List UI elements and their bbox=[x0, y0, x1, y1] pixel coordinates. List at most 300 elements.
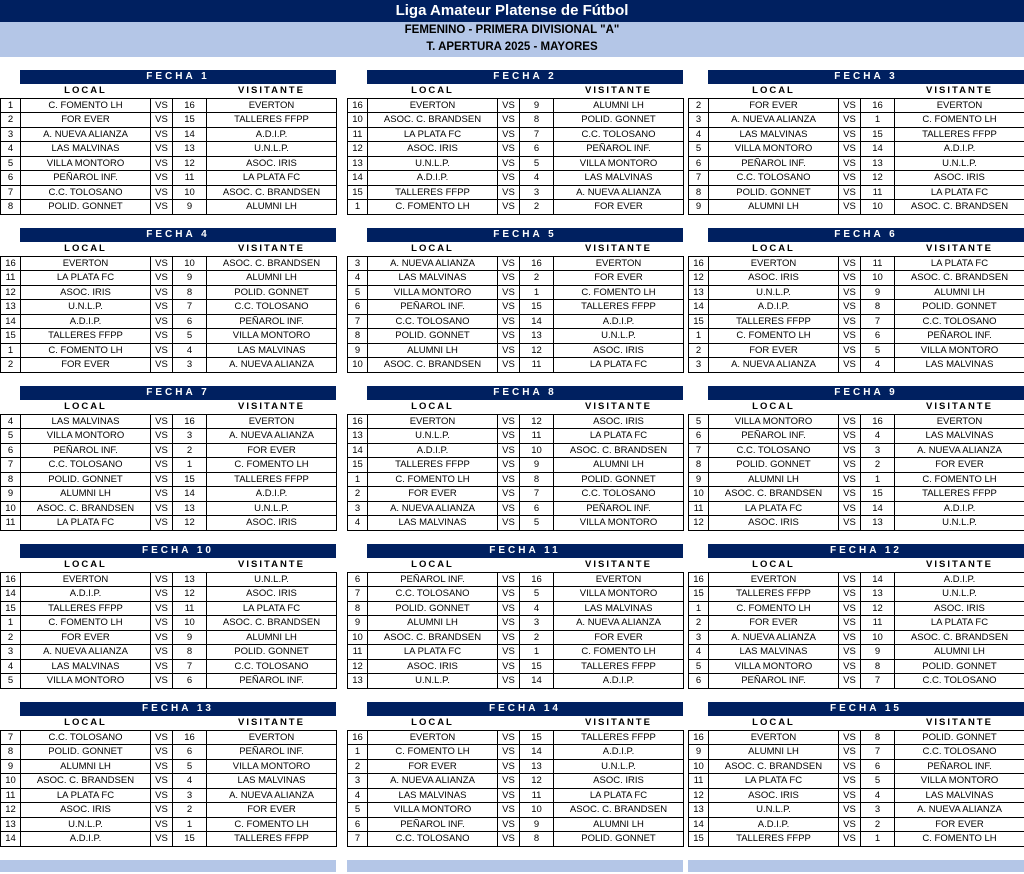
away-team: C.C. TOLOSANO bbox=[895, 674, 1024, 689]
away-team: A.D.I.P. bbox=[207, 487, 337, 502]
fecha-title: FECHA 8 bbox=[367, 386, 683, 400]
fixture-table bbox=[688, 242, 1024, 373]
vs-label: VS bbox=[498, 414, 520, 429]
home-number: 8 bbox=[1, 200, 21, 215]
vs-label: VS bbox=[839, 171, 861, 186]
away-number: 1 bbox=[520, 285, 554, 300]
home-team: A.D.I.P. bbox=[709, 817, 839, 832]
header-spacer bbox=[1, 558, 21, 572]
away-number: 9 bbox=[520, 817, 554, 832]
table-row bbox=[689, 601, 1024, 616]
home-team: ASOC. IRIS bbox=[21, 285, 151, 300]
home-number: 10 bbox=[348, 630, 368, 645]
vs-label: VS bbox=[839, 142, 861, 157]
visitante-header: VISITANTE bbox=[895, 716, 1024, 730]
table-row bbox=[1, 142, 337, 157]
home-team: LAS MALVINAS bbox=[21, 659, 151, 674]
home-number: 14 bbox=[689, 817, 709, 832]
away-team: C. FOMENTO LH bbox=[895, 472, 1024, 487]
vs-label: VS bbox=[151, 429, 173, 444]
home-team: FOR EVER bbox=[368, 759, 498, 774]
vs-label: VS bbox=[839, 443, 861, 458]
table-row bbox=[1, 300, 337, 315]
away-number: 10 bbox=[173, 185, 207, 200]
home-number: 13 bbox=[348, 156, 368, 171]
table-row bbox=[348, 601, 684, 616]
away-team: POLID. GONNET bbox=[207, 285, 337, 300]
table-row bbox=[348, 200, 684, 215]
away-number: 3 bbox=[520, 616, 554, 631]
table-row bbox=[348, 832, 684, 847]
table-row bbox=[689, 774, 1024, 789]
home-team: C. FOMENTO LH bbox=[368, 200, 498, 215]
table-header-row bbox=[348, 558, 684, 572]
table-row bbox=[1, 501, 337, 516]
away-team: U.N.L.P. bbox=[554, 759, 684, 774]
away-team: EVERTON bbox=[207, 414, 337, 429]
away-number: 15 bbox=[861, 487, 895, 502]
header-spacer bbox=[1, 400, 21, 414]
home-number: 13 bbox=[689, 803, 709, 818]
away-team: VILLA MONTORO bbox=[207, 759, 337, 774]
home-number: 15 bbox=[1, 329, 21, 344]
vs-label: VS bbox=[498, 487, 520, 502]
vs-label: VS bbox=[839, 616, 861, 631]
home-team: C.C. TOLOSANO bbox=[709, 171, 839, 186]
home-team: EVERTON bbox=[368, 98, 498, 113]
away-team: FOR EVER bbox=[895, 458, 1024, 473]
table-row bbox=[689, 358, 1024, 373]
home-team: A.D.I.P. bbox=[709, 300, 839, 315]
home-team: ASOC. IRIS bbox=[709, 516, 839, 531]
home-team: LA PLATA FC bbox=[21, 788, 151, 803]
fecha-block bbox=[0, 228, 336, 373]
table-row bbox=[348, 587, 684, 602]
home-number: 12 bbox=[689, 516, 709, 531]
header-spacer bbox=[689, 84, 709, 98]
home-team: A. NUEVA ALIANZA bbox=[709, 630, 839, 645]
home-number: 10 bbox=[348, 113, 368, 128]
away-number: 15 bbox=[173, 113, 207, 128]
fecha-block bbox=[0, 702, 336, 847]
home-team: VILLA MONTORO bbox=[368, 285, 498, 300]
home-team: ALUMNI LH bbox=[709, 200, 839, 215]
home-number: 6 bbox=[348, 300, 368, 315]
away-team: A.D.I.P. bbox=[554, 674, 684, 689]
home-team: LAS MALVINAS bbox=[21, 142, 151, 157]
away-number: 15 bbox=[520, 659, 554, 674]
vs-label: VS bbox=[151, 803, 173, 818]
vs-label: VS bbox=[498, 171, 520, 186]
home-number: 12 bbox=[1, 803, 21, 818]
vs-label: VS bbox=[151, 458, 173, 473]
home-team: U.N.L.P. bbox=[368, 429, 498, 444]
vs-label: VS bbox=[151, 572, 173, 587]
away-number: 11 bbox=[861, 256, 895, 271]
away-number: 14 bbox=[520, 745, 554, 760]
away-number: 3 bbox=[520, 185, 554, 200]
header-spacer bbox=[348, 242, 368, 256]
home-number: 3 bbox=[348, 501, 368, 516]
away-number: 11 bbox=[520, 788, 554, 803]
table-row bbox=[1, 271, 337, 286]
table-row bbox=[348, 256, 684, 271]
vs-label: VS bbox=[498, 759, 520, 774]
home-team: FOR EVER bbox=[368, 487, 498, 502]
home-team: U.N.L.P. bbox=[21, 817, 151, 832]
vs-label: VS bbox=[151, 98, 173, 113]
home-team: VILLA MONTORO bbox=[709, 659, 839, 674]
fecha-block bbox=[688, 544, 1024, 689]
home-team: ASOC. C. BRANDSEN bbox=[21, 774, 151, 789]
away-number: 8 bbox=[861, 300, 895, 315]
away-number: 2 bbox=[173, 803, 207, 818]
fecha-title: FECHA 9 bbox=[708, 386, 1024, 400]
vs-label: VS bbox=[839, 832, 861, 847]
away-number: 14 bbox=[861, 501, 895, 516]
header-spacer bbox=[689, 716, 709, 730]
away-team: ASOC. C. BRANDSEN bbox=[895, 630, 1024, 645]
table-header-row bbox=[689, 716, 1024, 730]
away-number: 12 bbox=[861, 171, 895, 186]
home-number: 3 bbox=[1, 127, 21, 142]
vs-label: VS bbox=[839, 185, 861, 200]
fecha-title: FECHA 3 bbox=[708, 70, 1024, 84]
vs-label: VS bbox=[151, 358, 173, 373]
home-team: ASOC. IRIS bbox=[368, 659, 498, 674]
away-number: 9 bbox=[861, 645, 895, 660]
vs-label: VS bbox=[151, 414, 173, 429]
home-number: 10 bbox=[1, 501, 21, 516]
home-number: 4 bbox=[1, 142, 21, 157]
vs-label: VS bbox=[498, 745, 520, 760]
away-team: A.D.I.P. bbox=[895, 142, 1024, 157]
away-team: EVERTON bbox=[207, 98, 337, 113]
away-number: 3 bbox=[861, 443, 895, 458]
away-number: 6 bbox=[520, 142, 554, 157]
vs-label: VS bbox=[839, 256, 861, 271]
home-team: ASOC. C. BRANDSEN bbox=[709, 759, 839, 774]
away-number: 6 bbox=[173, 745, 207, 760]
fecha-title: FECHA 2 bbox=[367, 70, 683, 84]
away-team: C. FOMENTO LH bbox=[895, 832, 1024, 847]
away-team: ASOC. C. BRANDSEN bbox=[207, 616, 337, 631]
header-spacer bbox=[839, 242, 895, 256]
vs-label: VS bbox=[839, 314, 861, 329]
home-number: 5 bbox=[689, 414, 709, 429]
home-team: TALLERES FFPP bbox=[21, 329, 151, 344]
away-team: ASOC. IRIS bbox=[554, 343, 684, 358]
home-number: 15 bbox=[348, 185, 368, 200]
table-row bbox=[1, 572, 337, 587]
local-header: LOCAL bbox=[709, 400, 839, 414]
away-number: 9 bbox=[173, 630, 207, 645]
away-team: ASOC. IRIS bbox=[207, 516, 337, 531]
home-team: A.D.I.P. bbox=[21, 587, 151, 602]
vs-label: VS bbox=[498, 113, 520, 128]
home-number: 3 bbox=[689, 113, 709, 128]
home-team: TALLERES FFPP bbox=[709, 314, 839, 329]
home-team: VILLA MONTORO bbox=[21, 156, 151, 171]
home-team: FOR EVER bbox=[709, 98, 839, 113]
table-row bbox=[1, 329, 337, 344]
visitante-header: VISITANTE bbox=[207, 716, 337, 730]
table-row bbox=[689, 572, 1024, 587]
table-row bbox=[689, 587, 1024, 602]
away-number: 8 bbox=[173, 645, 207, 660]
away-number: 8 bbox=[173, 285, 207, 300]
home-number: 7 bbox=[348, 587, 368, 602]
home-team: LAS MALVINAS bbox=[21, 414, 151, 429]
home-number: 10 bbox=[689, 487, 709, 502]
home-team: ASOC. C. BRANDSEN bbox=[368, 113, 498, 128]
vs-label: VS bbox=[839, 429, 861, 444]
header-spacer bbox=[498, 400, 554, 414]
vs-label: VS bbox=[498, 601, 520, 616]
away-number: 16 bbox=[173, 98, 207, 113]
home-number: 5 bbox=[1, 674, 21, 689]
vs-label: VS bbox=[498, 314, 520, 329]
away-team: TALLERES FFPP bbox=[207, 113, 337, 128]
away-number: 9 bbox=[520, 98, 554, 113]
away-team: TALLERES FFPP bbox=[895, 487, 1024, 502]
away-team: PEÑAROL INF. bbox=[554, 142, 684, 157]
home-team: C.C. TOLOSANO bbox=[368, 587, 498, 602]
away-number: 9 bbox=[520, 458, 554, 473]
away-team: LAS MALVINAS bbox=[207, 774, 337, 789]
table-row bbox=[348, 414, 684, 429]
away-team: ALUMNI LH bbox=[554, 98, 684, 113]
away-team: TALLERES FFPP bbox=[554, 659, 684, 674]
away-team: A. NUEVA ALIANZA bbox=[554, 185, 684, 200]
table-row bbox=[1, 803, 337, 818]
vs-label: VS bbox=[839, 358, 861, 373]
away-team: C.C. TOLOSANO bbox=[554, 487, 684, 502]
home-number: 13 bbox=[1, 817, 21, 832]
away-team: PEÑAROL INF. bbox=[895, 759, 1024, 774]
away-number: 4 bbox=[861, 429, 895, 444]
home-team: POLID. GONNET bbox=[21, 472, 151, 487]
table-row bbox=[1, 98, 337, 113]
home-team: ASOC. C. BRANDSEN bbox=[368, 630, 498, 645]
home-team: TALLERES FFPP bbox=[709, 832, 839, 847]
visitante-header: VISITANTE bbox=[895, 400, 1024, 414]
table-row bbox=[1, 185, 337, 200]
vs-label: VS bbox=[151, 142, 173, 157]
vs-label: VS bbox=[498, 256, 520, 271]
away-number: 4 bbox=[861, 358, 895, 373]
away-team: LA PLATA FC bbox=[895, 185, 1024, 200]
away-team: EVERTON bbox=[895, 414, 1024, 429]
vs-label: VS bbox=[498, 458, 520, 473]
vs-label: VS bbox=[151, 601, 173, 616]
table-row bbox=[689, 759, 1024, 774]
away-number: 11 bbox=[861, 185, 895, 200]
table-header-row bbox=[689, 84, 1024, 98]
away-number: 12 bbox=[520, 343, 554, 358]
vs-label: VS bbox=[839, 458, 861, 473]
table-row bbox=[348, 759, 684, 774]
away-team: LA PLATA FC bbox=[554, 788, 684, 803]
fecha-block bbox=[0, 544, 336, 689]
away-team: A.D.I.P. bbox=[895, 501, 1024, 516]
home-team: LAS MALVINAS bbox=[368, 271, 498, 286]
home-number: 9 bbox=[348, 343, 368, 358]
away-number: 7 bbox=[173, 300, 207, 315]
table-row bbox=[689, 142, 1024, 157]
vs-label: VS bbox=[151, 788, 173, 803]
away-number: 11 bbox=[173, 171, 207, 186]
home-number: 12 bbox=[689, 788, 709, 803]
home-number: 14 bbox=[348, 171, 368, 186]
away-team: ASOC. C. BRANDSEN bbox=[895, 200, 1024, 215]
vs-label: VS bbox=[151, 156, 173, 171]
home-number: 11 bbox=[1, 788, 21, 803]
home-number: 13 bbox=[1, 300, 21, 315]
vs-label: VS bbox=[498, 358, 520, 373]
away-number: 16 bbox=[173, 414, 207, 429]
vs-label: VS bbox=[839, 572, 861, 587]
away-number: 8 bbox=[861, 659, 895, 674]
header-spacer bbox=[498, 558, 554, 572]
away-team: TALLERES FFPP bbox=[895, 127, 1024, 142]
home-number: 14 bbox=[1, 832, 21, 847]
table-row bbox=[689, 645, 1024, 660]
vs-label: VS bbox=[498, 329, 520, 344]
away-team: ASOC. IRIS bbox=[554, 414, 684, 429]
local-header: LOCAL bbox=[368, 400, 498, 414]
home-number: 5 bbox=[689, 659, 709, 674]
away-number: 5 bbox=[520, 156, 554, 171]
away-number: 12 bbox=[520, 414, 554, 429]
table-row bbox=[1, 759, 337, 774]
vs-label: VS bbox=[839, 788, 861, 803]
table-row bbox=[689, 472, 1024, 487]
fecha-title: FECHA 6 bbox=[708, 228, 1024, 242]
away-number: 11 bbox=[520, 429, 554, 444]
table-row bbox=[348, 745, 684, 760]
fecha-title: FECHA 12 bbox=[708, 544, 1024, 558]
vs-label: VS bbox=[498, 127, 520, 142]
away-team: LA PLATA FC bbox=[895, 256, 1024, 271]
away-number: 14 bbox=[173, 127, 207, 142]
home-team: A. NUEVA ALIANZA bbox=[709, 113, 839, 128]
footer-bar-right bbox=[688, 860, 1024, 872]
home-team: ASOC. C. BRANDSEN bbox=[709, 487, 839, 502]
table-row bbox=[348, 358, 684, 373]
table-row bbox=[1, 429, 337, 444]
table-header-row bbox=[348, 400, 684, 414]
vs-label: VS bbox=[839, 674, 861, 689]
home-team: A.D.I.P. bbox=[368, 171, 498, 186]
header-spacer bbox=[151, 84, 207, 98]
home-team: FOR EVER bbox=[709, 616, 839, 631]
home-number: 2 bbox=[689, 98, 709, 113]
away-team: VILLA MONTORO bbox=[554, 156, 684, 171]
home-team: A. NUEVA ALIANZA bbox=[709, 358, 839, 373]
table-header-row bbox=[1, 716, 337, 730]
away-number: 9 bbox=[173, 271, 207, 286]
home-team: A.D.I.P. bbox=[21, 832, 151, 847]
fecha-block bbox=[347, 544, 683, 689]
table-row bbox=[689, 616, 1024, 631]
home-number: 3 bbox=[689, 358, 709, 373]
local-header: LOCAL bbox=[21, 400, 151, 414]
away-team: ALUMNI LH bbox=[554, 817, 684, 832]
away-team: LAS MALVINAS bbox=[895, 358, 1024, 373]
table-row bbox=[1, 358, 337, 373]
home-number: 9 bbox=[689, 200, 709, 215]
home-number: 5 bbox=[689, 142, 709, 157]
visitante-header: VISITANTE bbox=[554, 558, 684, 572]
away-team: LAS MALVINAS bbox=[895, 788, 1024, 803]
home-team: EVERTON bbox=[709, 572, 839, 587]
vs-label: VS bbox=[151, 832, 173, 847]
fecha-title: FECHA 15 bbox=[708, 702, 1024, 716]
away-team: EVERTON bbox=[895, 98, 1024, 113]
home-number: 11 bbox=[348, 645, 368, 660]
table-row bbox=[1, 156, 337, 171]
vs-label: VS bbox=[839, 645, 861, 660]
vs-label: VS bbox=[839, 659, 861, 674]
home-team: EVERTON bbox=[368, 414, 498, 429]
vs-label: VS bbox=[839, 601, 861, 616]
vs-label: VS bbox=[839, 98, 861, 113]
home-number: 7 bbox=[348, 314, 368, 329]
away-team: VILLA MONTORO bbox=[554, 516, 684, 531]
away-number: 5 bbox=[861, 343, 895, 358]
away-number: 1 bbox=[173, 817, 207, 832]
home-number: 6 bbox=[689, 429, 709, 444]
home-number: 12 bbox=[348, 659, 368, 674]
home-team: FOR EVER bbox=[21, 630, 151, 645]
header-spacer bbox=[151, 242, 207, 256]
table-row bbox=[348, 156, 684, 171]
home-team: C. FOMENTO LH bbox=[21, 98, 151, 113]
home-team: LAS MALVINAS bbox=[709, 645, 839, 660]
table-row bbox=[1, 285, 337, 300]
away-team: ALUMNI LH bbox=[207, 271, 337, 286]
home-team: TALLERES FFPP bbox=[368, 185, 498, 200]
header-spacer bbox=[498, 242, 554, 256]
home-team: C.C. TOLOSANO bbox=[21, 185, 151, 200]
table-row bbox=[348, 659, 684, 674]
home-number: 11 bbox=[1, 516, 21, 531]
table-header-row bbox=[348, 716, 684, 730]
home-team: U.N.L.P. bbox=[709, 285, 839, 300]
local-header: LOCAL bbox=[709, 84, 839, 98]
table-row bbox=[689, 429, 1024, 444]
table-row bbox=[1, 730, 337, 745]
table-row bbox=[1, 674, 337, 689]
home-number: 14 bbox=[1, 314, 21, 329]
away-number: 14 bbox=[520, 314, 554, 329]
away-team: A.D.I.P. bbox=[895, 572, 1024, 587]
table-row bbox=[689, 630, 1024, 645]
home-team: VILLA MONTORO bbox=[368, 803, 498, 818]
tournament-subtitle: T. APERTURA 2025 - MAYORES bbox=[426, 41, 598, 53]
home-team: ASOC. C. BRANDSEN bbox=[21, 501, 151, 516]
away-team: A. NUEVA ALIANZA bbox=[207, 429, 337, 444]
table-row bbox=[348, 616, 684, 631]
table-row bbox=[1, 817, 337, 832]
table-row bbox=[348, 501, 684, 516]
home-number: 9 bbox=[348, 616, 368, 631]
table-header-row bbox=[348, 84, 684, 98]
away-number: 7 bbox=[520, 487, 554, 502]
vs-label: VS bbox=[151, 817, 173, 832]
home-number: 7 bbox=[1, 730, 21, 745]
